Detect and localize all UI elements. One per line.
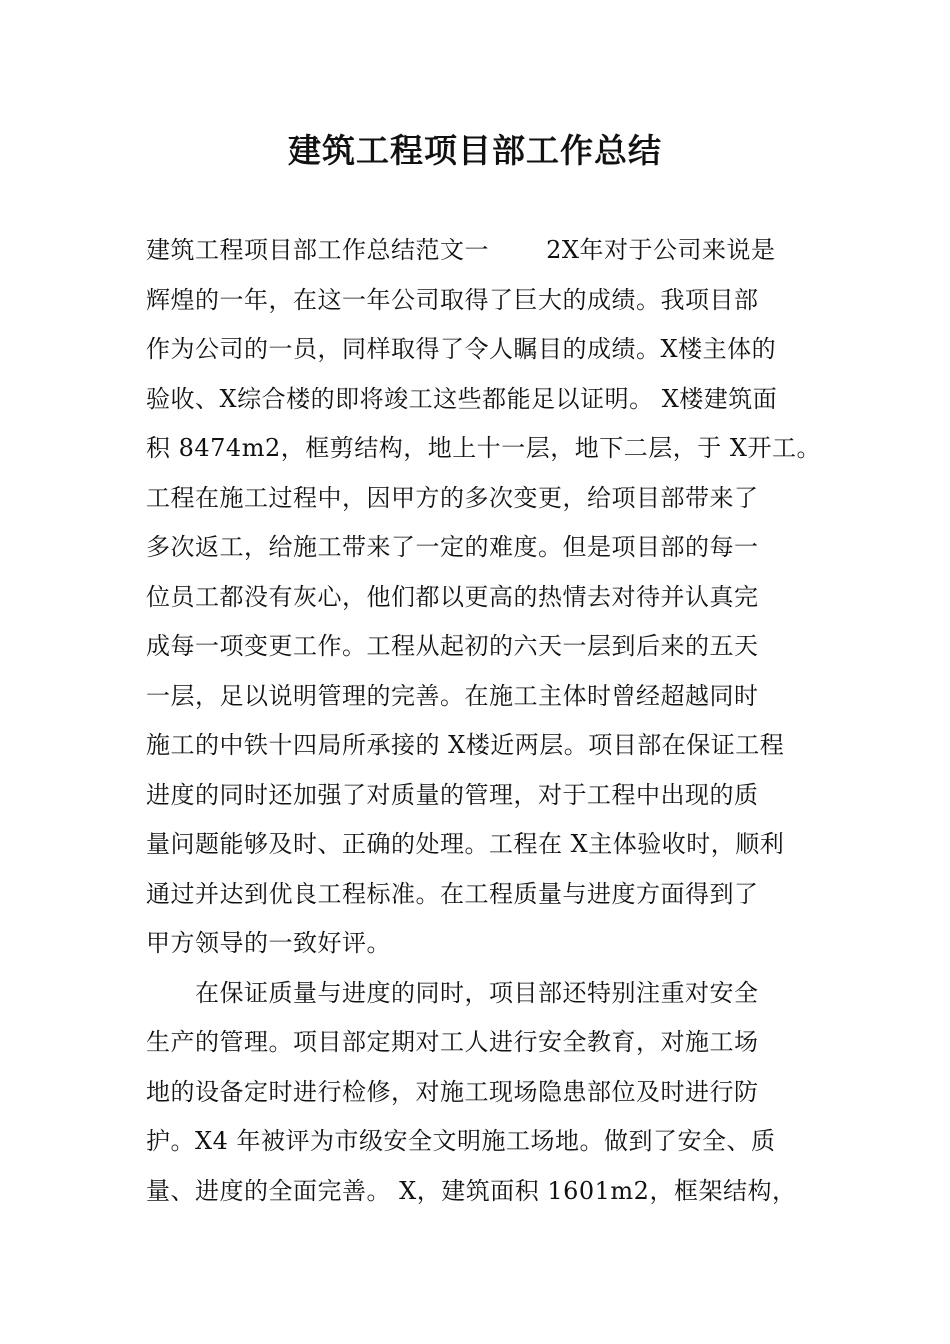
body-line: 位员工都没有灰心，他们都以更高的热情去对待并认真完 xyxy=(146,582,759,611)
body-line: 一层，足以说明管理的完善。在施工主体时曾经超越同时 xyxy=(146,681,759,710)
document-title: 建筑工程项目部工作总结 xyxy=(288,131,662,170)
body-line: 工程在施工过程中，因甲方的多次变更，给项目部带来了 xyxy=(146,483,759,512)
body-line: 验收、X综合楼的即将竣工这些都能足以证明。 X楼建筑面 xyxy=(146,384,778,413)
body-line: 量问题能够及时、正确的处理。工程在 X主体验收时，顺利 xyxy=(146,830,785,858)
body-line: 建筑工程项目部工作总结范文一 2X年对于公司来说是 xyxy=(146,236,776,264)
document-body xyxy=(146,226,826,1216)
body-line: 生产的管理。项目部定期对工人进行安全教育，对施工场 xyxy=(146,1028,759,1056)
body-line: 积 8474m2，框剪结构，地上十一层，地下二层，于 X开工。 xyxy=(146,434,821,462)
body-line: 作为公司的一员，同样取得了令人瞩目的成绩。X楼主体的 xyxy=(146,335,777,363)
body-line: 通过并达到优良工程标准。在工程质量与进度方面得到了 xyxy=(146,879,759,908)
body-line: 进度的同时还加强了对质量的管理，对于工程中出现的质 xyxy=(146,780,759,809)
body-line: 护。X4 年被评为市级安全文明施工场地。做到了安全、质 xyxy=(146,1127,776,1155)
body-line: 多次返工，给施工带来了一定的难度。但是项目部的每一 xyxy=(146,533,759,561)
body-line: 地的设备定时进行检修，对施工现场隐患部位及时进行防 xyxy=(146,1077,759,1106)
body-line: 成每一项变更工作。工程从起初的六天一层到后来的五天 xyxy=(146,632,759,660)
body-line: 施工的中铁十四局所承接的 X楼近两层。项目部在保证工程 xyxy=(146,731,785,759)
body-line: 甲方领导的一致好评。 xyxy=(146,929,391,957)
body-line: 在保证质量与进度的同时，项目部还特别注重对安全 xyxy=(146,978,759,1007)
body-line: 辉煌的一年，在这一年公司取得了巨大的成绩。我项目部 xyxy=(146,285,759,314)
body-line: 量、进度的全面完善。 X，建筑面积 1601m2，框架结构， xyxy=(146,1176,797,1205)
